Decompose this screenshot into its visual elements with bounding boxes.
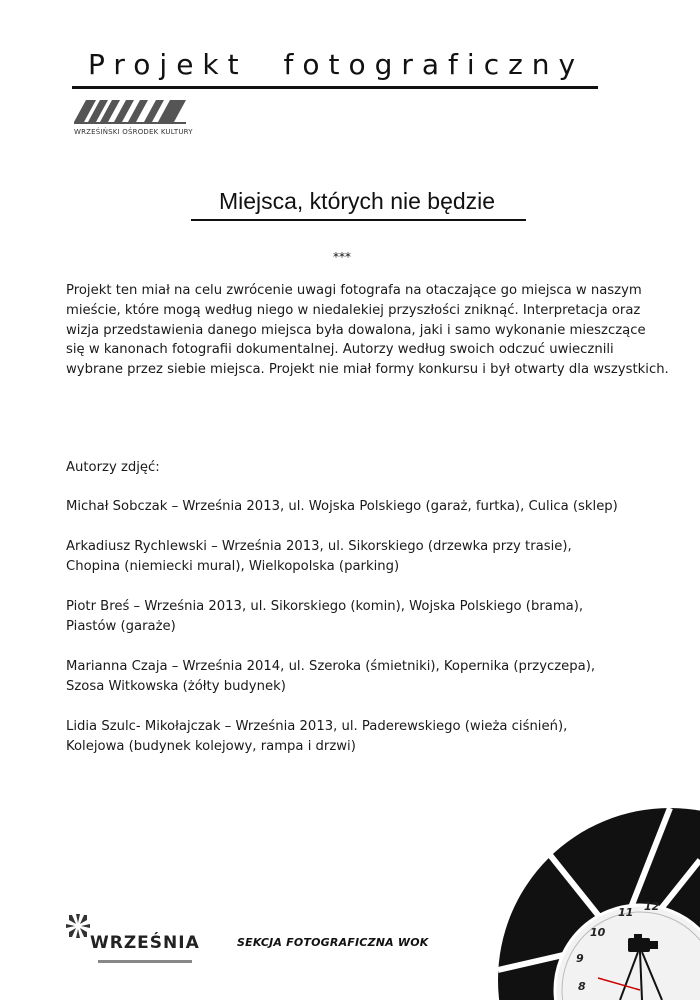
emblem-arm	[81, 924, 90, 928]
description-line: mieście, które mogą według niego w niedalekiej przyszłości zniknąć. Interpretacja oraz	[66, 302, 641, 318]
author-entry	[66, 597, 686, 637]
clock-number: 9	[576, 952, 584, 965]
emblem-arm	[69, 915, 76, 924]
author-entry-line: Arkadiusz Rychlewski – Września 2013, ul. Sikorskiego (drzewka przy trasie),	[66, 539, 572, 554]
camera-lens	[650, 941, 658, 949]
clock-number: 11	[618, 906, 634, 919]
clock-number: 10	[590, 926, 606, 939]
description-line: Projekt ten miał na celu zwrócenie uwagi fotografa na otaczające go miejsca w naszym	[66, 283, 642, 298]
emblem-arm	[80, 915, 87, 924]
author-entry	[66, 497, 686, 517]
project-description	[66, 281, 696, 380]
camera-top	[634, 934, 642, 939]
section-title-underline	[191, 219, 526, 221]
author-entry-line: Szosa Witkowska (żółty budynek)	[66, 678, 286, 694]
author-entry-line: Lidia Szulc- Mikołajczak – Września 2013, ul. Paderewskiego (wieża ciśnień),	[66, 719, 568, 734]
clock-number: 12	[644, 900, 660, 913]
emblem-arm	[80, 928, 87, 937]
camera-body	[628, 938, 650, 952]
section-title: Miejsca, których nie będzie	[218, 188, 496, 214]
emblem-arm	[69, 928, 76, 937]
author-entry-line: Kolejowa (budynek kolejowy, rampa i drzwi)	[66, 738, 356, 754]
author-entry-line: Michał Sobczak – Września 2013, ul. Wojska Polskiego (garaż, furtka), Culica (sklep)	[66, 499, 618, 514]
author-entry-line: Chopina (niemiecki mural), Wielkopolska (parking)	[66, 558, 400, 574]
authors-heading: Autorzy zdjęć:	[66, 460, 160, 475]
page-header-title: Projekt fotograficzny	[88, 48, 585, 81]
description-line: wybrane przez siebie miejsca. Projekt nie miał formy konkursu i był otwarty dla wszystkich.	[66, 362, 669, 378]
author-entry-line: Piastów (garaże)	[66, 618, 176, 634]
city-underline	[98, 960, 192, 963]
author-entry	[66, 717, 686, 757]
emblem-arm	[76, 914, 80, 923]
header-divider	[72, 86, 598, 89]
author-entry	[66, 657, 686, 697]
emblem-arm	[66, 924, 75, 928]
logo-baseline	[74, 122, 186, 124]
photo-section-name: SEKCJA FOTOGRAFICZNA WOK	[237, 936, 429, 949]
city-name: WRZEŚNIA	[90, 933, 200, 953]
author-entry-line: Piotr Breś – Września 2013, ul. Sikorskiego (komin), Wojska Polskiego (brama),	[66, 599, 584, 614]
author-entry-line: Marianna Czaja – Września 2014, ul. Szeroka (śmietniki), Kopernika (przyczepa),	[66, 659, 596, 674]
emblem-arm	[76, 929, 80, 938]
description-line: wizja przedstawienia danego miejsca była dowalona, jaki i samo wykonanie mieszczące	[66, 322, 646, 338]
camera-shutter-icon	[480, 800, 700, 1000]
section-separator: ***	[333, 250, 351, 264]
description-line: się w kanonach fotografii dokumentalnej. Autorzy według swoich odczuć uwiecznili	[66, 342, 614, 358]
clock-number: 8	[578, 980, 586, 993]
org-caption: WRZEŚIŃSKI OŚRODEK KULTURY	[74, 128, 193, 136]
author-entry	[66, 537, 686, 577]
